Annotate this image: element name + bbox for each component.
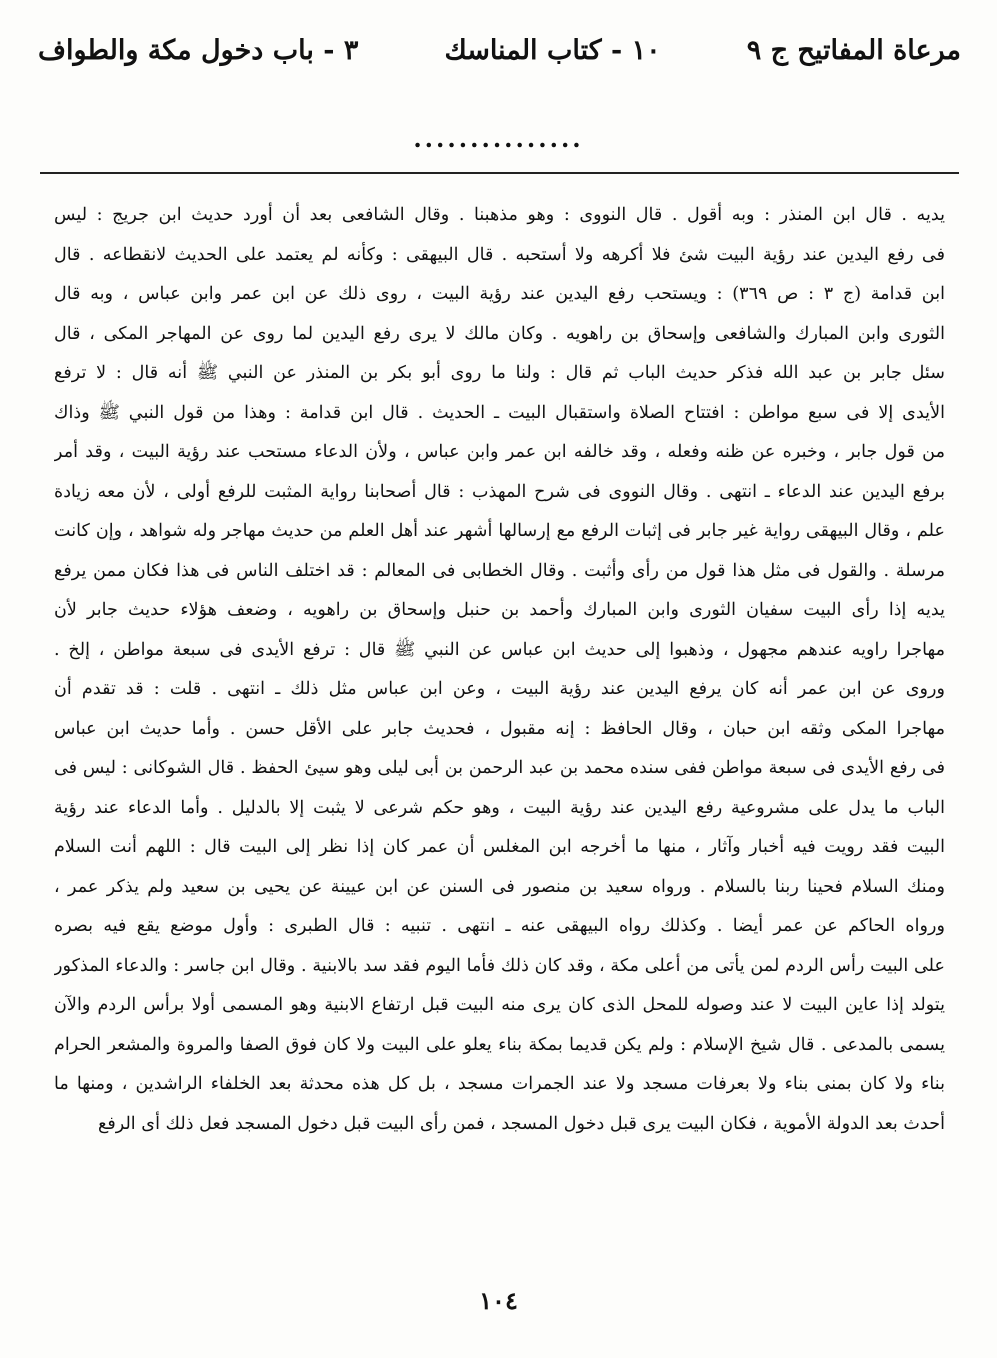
page-number: ١٠٤ <box>479 1286 518 1315</box>
text-line: برفع اليدين عند الدعاء ـ انتهى . وقال النووى فى شرح المهذب : قال أصحابنا رواية المثبت للرفع أولى ، لأن معه زيادة <box>54 481 945 502</box>
text-line: يديه إذا رأى البيت سفيان الثورى وابن المبارك وأحمد بن حنبل وإسحاق بن راهويه ، وضعف هؤلاء حديث جابر لأن <box>54 600 945 620</box>
text-line: مهاجرا راويه عندهم مجهول ، وذهبوا إلى حديث ابن عباس عن النبي ﷺ قال : ترفع الأيدى فى سبعة مواطن ، إلخ . <box>54 639 945 660</box>
text-line: يديه . قال ابن المنذر : وبه أقول . قال النووى : وهو مذهبنا . وقال الشافعى بعد أن أورد حديث ابن جريج : ليس <box>54 205 945 225</box>
running-header <box>38 26 961 74</box>
text-line: ورواه الحاكم عن عمر أيضا . وكذلك رواه البيهقى عنه ـ انتهى . تنبيه : قال الطبرى : وأول موضع يقع فيه بصره <box>54 916 945 936</box>
text-line: البيت فقد رويت فيه أخبار وآثار ، منها ما أخرجه ابن المغلس أن عمر كان إذا نظر إلى البيت قال : اللهم أنت السلام <box>54 837 945 857</box>
text-line: أحدث بعد الدولة الأموية ، فكان البيت يرى قبل دخول المسجد ، فمن رأى البيت قبل دخول المسجد فعل ذلك أى الرفع <box>97 1113 945 1134</box>
body-text <box>54 196 945 1144</box>
text-line: مرسلة . والقول فى مثل هذا قول من رأى وأثبت . وقال الخطابى فى المعالم : قد اختلف الناس فى هذا فكان ممن يرفع <box>54 560 945 581</box>
text-line: على البيت رأس الردم لمن يأتى من أعلى مكة ، وقد كان ذلك فأما اليوم فقد سد بالابنية . وقال ابن جاسر : والدعاء المذكور <box>54 955 945 976</box>
text-line: يتولد إذا عاين البيت لا عند وصوله للمحل الذى كان يرى منه البيت قبل ارتفاع الابنية وهو المسمى أولا برأس الردم والآن <box>54 995 945 1015</box>
text-line: ابن قدامة (ج ٣ : ص ٣٦٩) : ويستحب رفع اليدين عند رؤية البيت ، روى ذلك عن ابن عمر وابن عباس ، وبه قال <box>54 284 945 304</box>
header-book-title: مرعاة المفاتيح ج ٩ <box>746 34 961 66</box>
text-line: علم ، وقال البيهقى رواية غير جابر فى إثبات الرفع مع إرسالها أشهر عند أهل العلم من حديث مهاجر وله شواهد ، وإن كانت <box>54 521 945 541</box>
header-chapter-title: ٣ - باب دخول مكة والطواف <box>38 34 359 66</box>
text-line: يسمى بالمدعى . قال شيخ الإسلام : ولم يكن قديما بمكة بناء يعلو على البيت ولا كان فوق الصفا والمروة والمشعر الحرام <box>54 1034 945 1055</box>
horizontal-rule <box>40 172 959 174</box>
text-line: فى رفع اليدين عند رؤية البيت شئ فلا أكرهه ولا أستحبه . قال البيهقى : وكأنه لم يعتمد على الحديث لانقطاعه . قال <box>54 244 945 265</box>
text-line: الباب ما يدل على مشروعية رفع اليدين عند رؤية البيت ، وهو حكم شرعى لا يثبت إلا بالدليل . وأما الدعاء عند رؤية <box>54 797 945 818</box>
text-line: الأيدى إلا فى سبع مواطن : افتتاح الصلاة واستقبال البيت ـ الحديث . قال ابن قدامة : وهذا من قول النبي ﷺ وذاك <box>54 402 945 423</box>
text-line: بناء ولا كان بمنى بناء ولا بعرفات مسجد ولا عند الجمرات مسجد ، بل كل هذه محدثة بعد الخلفاء الراشدين ، ومنها ما <box>54 1074 945 1094</box>
text-line: من قول جابر ، وخبره عن ظنه وفعله ، وقد خالفه ابن عمر وابن عباس ، ولأن الدعاء مستحب عند رؤية البيت ، وقد أمر <box>54 442 945 462</box>
text-line: وروى عن ابن عمر أنه كان يرفع اليدين عند رؤية البيت ، وعن ابن عباس مثل ذلك ـ انتهى . قلت : قد تقدم أن <box>54 679 945 699</box>
header-section-title: ١٠ - كتاب المناسك <box>444 34 661 66</box>
text-line: ومنك السلام فحينا ربنا بالسلام . ورواه سعيد بن منصور فى السنن عن ابن عيينة عن يحيى بن سعيد ولم يذكر عمر ، <box>54 876 945 897</box>
dotted-separator: ............... <box>413 124 584 153</box>
text-line: فى رفع الأيدى فى سبعة مواطن ففى سنده محمد بن عبد الرحمن بن أبى ليلى وهو سيئ الحفظ . قال الشوكانى : ليس فى <box>54 758 945 778</box>
text-line: سئل جابر بن عبد الله فذكر حديث الباب ثم قال : ولنا ما روى أبو بكر بن المنذر عن النبي ﷺ أنه قال : لا ترفع <box>54 363 945 383</box>
text-line: الثورى وابن المبارك والشافعى وإسحاق بن راهويه . وكان مالك لا يرى رفع اليدين لما روى عن المهاجر المكى ، قال <box>54 323 945 344</box>
text-line: مهاجرا المكى وثقه ابن حبان ، وقال الحافظ : إنه مقبول ، فحديث جابر على الأقل حسن . وأما حديث ابن عباس <box>54 718 945 739</box>
